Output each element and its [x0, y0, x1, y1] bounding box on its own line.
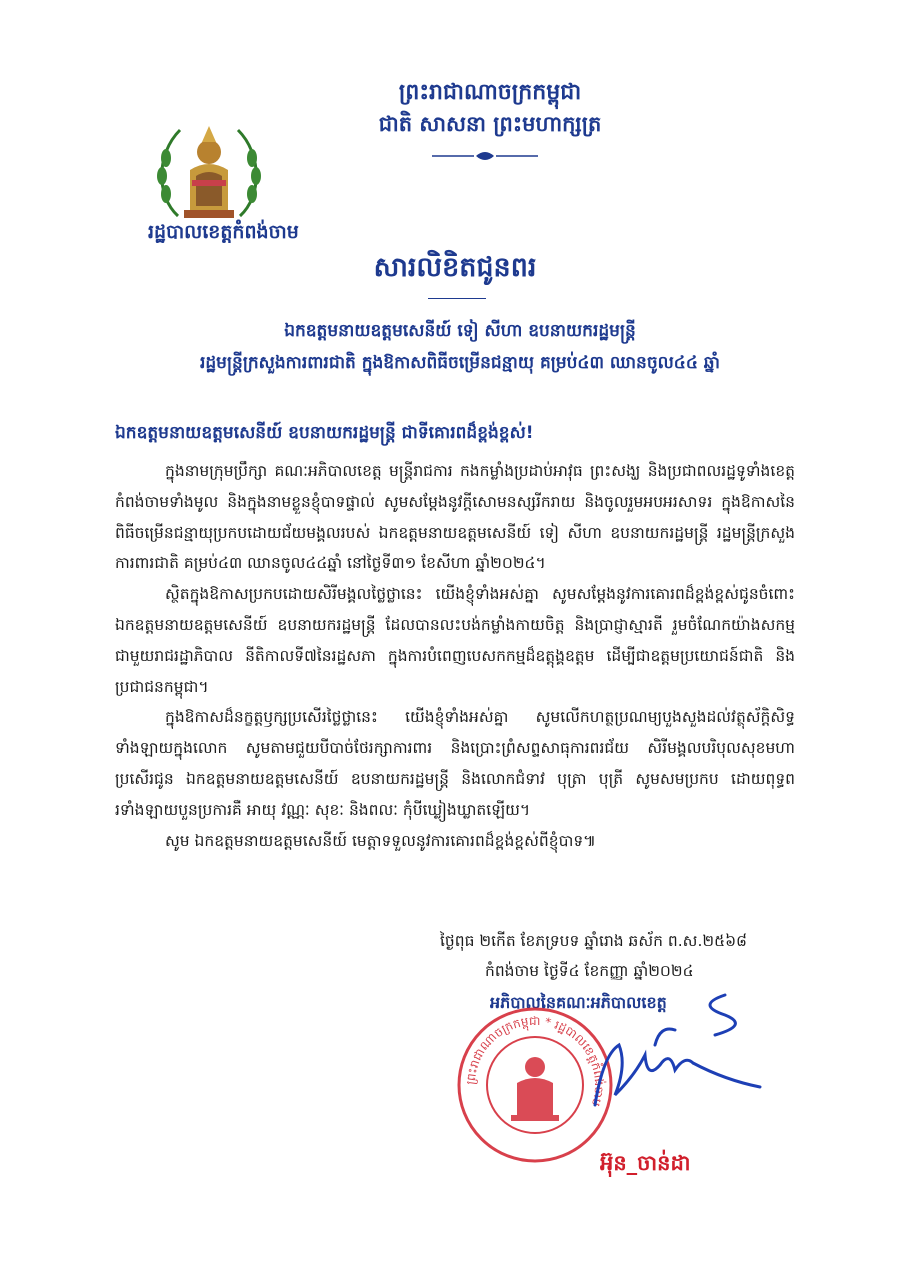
- letter-title: សារលិខិតជូនពរ: [373, 252, 537, 283]
- paragraph-3: ក្នុងឱកាសដ៏នក្ខត្តឫក្សប្រសើរថ្លៃថ្លានេះ យើងខ្ញុំទាំងអស់គ្នា សូមលើកហត្ថប្រណម្យបួងសួងដល់វត្ថុស័ក្ដិសិទ្ធទាំងឡាយក្នុងលោក សូមតាមជួយបីបាច់ថែរក្សាការពារ និងប្រោះព្រំសព្ទសាធុការពរជ័យ សិរីមង្គលបរិបុលសុខមហាប្រសើរជូន ឯកឧត្តមនាយឧត្តមសេនីយ៍ ឧបនាយករដ្ឋមន្ត្រី និងលោកជំទាវ បុត្រា បុត្រី សូមសមប្រកប ដោយពុទ្ធពរទាំងឡាយបួនប្រការគឺ អាយុ វណ្ណៈ សុខៈ និងពលៈ កុំបីឃ្លៀងឃ្លាតឡើយ។: [115, 708, 795, 819]
- kingdom-heading: ព្រះរាជាណាចក្រកម្ពុជា: [398, 80, 582, 105]
- national-motto: ជាតិ សាសនា ព្រះមហាក្សត្រ: [378, 112, 602, 136]
- seal-ring-text: ព្រះរាជាណាចក្រកម្ពុជា * រដ្ឋបាលខេត្តកំពង់ចាម: [463, 1013, 607, 1108]
- paragraph-1: ក្នុងនាមក្រុមប្រឹក្សា គណៈអភិបាលខេត្ត មន្ត្រីរាជការ កងកម្លាំងប្រដាប់អាវុធ ព្រះសង្ឃ និងប្រជាពលរដ្ឋទូទាំងខេត្តកំពង់ចាមទាំងមូល និងក្នុងនាមខ្លួនខ្ញុំបាទផ្ទាល់ សូមសម្ដែងនូវក្ដីសោមនស្សរីករាយ និងចូលរួមអបអរសាទរ ក្នុងឱកាសនៃពិធីចម្រើនជន្មាយុប្រកបដោយជ័យមង្គលរបស់ ឯកឧត្តមនាយឧត្តមសេនីយ៍ ទៀ សីហា ឧបនាយករដ្ឋមន្ត្រី រដ្ឋមន្ត្រីក្រសួងការពារជាតិ គម្រប់៤៣ ឈានចូល៤៤ឆ្នាំ នៅថ្ងៃទី៣១ ខែសីហា ឆ្នាំ២០២៤។: [115, 462, 795, 573]
- paragraph-2: ស្ថិតក្នុងឱកាសប្រកបដោយសិរីមង្គលថ្លៃថ្លានេះ យើងខ្ញុំទាំងអស់គ្នា សូមសម្ដែងនូវការគោរពដ៏ខ្ពង់ខ្ពស់ជូនចំពោះ ឯកឧត្តមនាយឧត្តមសេនីយ៍ ឧបនាយករដ្ឋមន្ត្រី ដែលបានលះបង់កម្លាំងកាយចិត្ត និងប្រាជ្ញាស្មារតី រួមចំណែកយ៉ាងសកម្មជាមួយរាជរដ្ឋាភិបាល នីតិកាលទី៧នៃរដ្ឋសភា ក្នុងការបំពេញបេសកកម្មដ៏ឧត្ដុង្គឧត្ដម ដើម្បីជាឧត្ដមប្រយោជន៍ជាតិ និងប្រជាជនកម្ពុជា។: [115, 585, 795, 696]
- recipient-line-1: ឯកឧត្តមនាយឧត្តមសេនីយ៍ ទៀ សីហា ឧបនាយករដ្ឋមន្ត្រី: [284, 321, 636, 341]
- lunar-date: ថ្ងៃពុធ ២កើត ខែភទ្របទ ឆ្នាំរោង ឆស័ក ព.ស.២៥៦៨: [440, 932, 748, 950]
- paragraph-4: សូម ឯកឧត្តមនាយឧត្តមសេនីយ៍ មេត្តាទទួលនូវការគោរពដ៏ខ្ពង់ខ្ពស់ពីខ្ញុំបាទ៕: [165, 831, 597, 850]
- tacteng-ornament-icon: [430, 148, 540, 164]
- signer-name: អ៊ុន_ចាន់ដា: [600, 1151, 691, 1175]
- letter-body: [115, 456, 795, 856]
- salutation: ឯកឧត្តមនាយឧត្តមសេនីយ៍ ឧបនាយករដ្ឋមន្ត្រី ជាទីគោរពដ៏ខ្ពង់ខ្ពស់!: [115, 423, 534, 443]
- solar-date: កំពង់ចាម ថ្ងៃទី៤ ខែកញ្ញា ឆ្នាំ២០២៤: [485, 962, 694, 980]
- title-divider: [428, 298, 486, 299]
- recipient-line-2: រដ្ឋមន្ត្រីក្រសួងការពារជាតិ ក្នុងឱកាសពិធីចម្រើនជន្មាយុ គម្រប់៤៣ ឈានចូល៤៤ ឆ្នាំ: [200, 353, 720, 373]
- signer-title: អភិបាលនៃគណៈអភិបាលខេត្ត: [490, 993, 667, 1012]
- provincial-emblem-icon: [150, 118, 268, 230]
- handwritten-signature: [575, 985, 775, 1115]
- provincial-administration-name: រដ្ឋបាលខេត្តកំពង់ចាម: [148, 221, 299, 243]
